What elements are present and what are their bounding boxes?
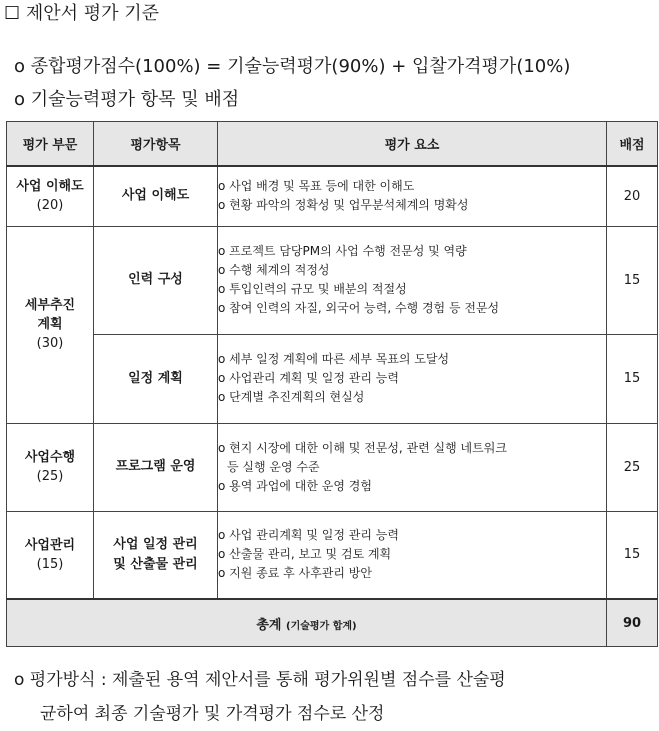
item-score: 15 bbox=[607, 334, 658, 423]
criterion: o 산출물 관리, 보고 및 검토 계획 bbox=[218, 547, 392, 562]
criteria-cell bbox=[218, 226, 607, 334]
total-sublabel: (기술평가 합계) bbox=[286, 620, 357, 632]
category-score: (20) bbox=[36, 198, 64, 214]
criterion: o 현황 파악의 정확성 및 업무분석체계의 명확성 bbox=[218, 198, 469, 213]
criterion: o 현지 시장에 대한 이해 및 전문성, 관련 실행 네트워크 bbox=[218, 440, 507, 455]
header-score: 배점 bbox=[607, 122, 658, 167]
section-subheading: o 기술능력평가 항목 및 배점 bbox=[14, 89, 240, 110]
page-title: ☐ 제안서 평가 기준 bbox=[4, 3, 160, 24]
category-cell bbox=[7, 166, 94, 226]
criterion: o 투입인력의 규모 및 배분의 적절성 bbox=[218, 282, 407, 296]
category-score: (25) bbox=[36, 469, 64, 484]
header-category: 평가 부문 bbox=[7, 122, 94, 167]
total-label: 총계 bbox=[256, 617, 282, 633]
category-name: 세부추진 bbox=[24, 298, 76, 313]
item-name: 인력 구성 bbox=[94, 226, 218, 334]
category-name: 사업수행 bbox=[24, 450, 76, 465]
criteria-cell bbox=[218, 166, 607, 226]
header-criteria: 평가 요소 bbox=[218, 122, 607, 167]
table-row bbox=[7, 511, 658, 599]
item-name: 일정 계획 bbox=[94, 334, 218, 423]
item-score: 15 bbox=[607, 511, 658, 599]
category-cell bbox=[7, 511, 94, 599]
score-formula: o 종합평가점수(100%) = 기술능력평가(90%) + 입찰가격평가(10%) bbox=[14, 56, 571, 77]
category-cell bbox=[7, 423, 94, 511]
table-row bbox=[7, 334, 658, 423]
criteria-cell bbox=[218, 334, 607, 423]
criterion: o 수행 체계의 적정성 bbox=[218, 263, 330, 277]
criterion: o 세부 일정 계획에 따른 세부 목표의 도달성 bbox=[218, 352, 450, 366]
category-cell bbox=[7, 226, 94, 423]
note-line-2: 균하여 최종 기술평가 및 가격평가 점수로 산정 bbox=[40, 704, 385, 724]
criteria-cell bbox=[218, 423, 607, 511]
table-header-row bbox=[7, 122, 658, 167]
category-score: (30) bbox=[36, 336, 64, 351]
category-name: 계획 bbox=[37, 317, 63, 332]
criteria-cell bbox=[218, 511, 607, 599]
category-name: 사업 이해도 bbox=[16, 179, 84, 195]
total-label-cell bbox=[7, 599, 607, 647]
item-name: 및 산출물 관리 bbox=[113, 556, 198, 572]
criterion: o 단계별 추진계획의 현실성 bbox=[218, 390, 365, 404]
criterion: o 지원 종료 후 사후관리 방안 bbox=[218, 566, 372, 581]
category-score: (15) bbox=[36, 556, 64, 572]
table-row bbox=[7, 226, 658, 334]
criterion: o 참여 인력의 자질, 외국어 능력, 수행 경험 등 전문성 bbox=[218, 301, 500, 315]
item-score: 15 bbox=[607, 226, 658, 334]
item-name: 사업 이해도 bbox=[94, 166, 218, 226]
criterion: o 사업 배경 및 목표 등에 대한 이해도 bbox=[218, 179, 415, 194]
criterion: o 사업관리 계획 및 일정 관리 능력 bbox=[218, 371, 399, 385]
total-score: 90 bbox=[607, 599, 658, 647]
item-name: 프로그램 운영 bbox=[94, 423, 218, 511]
category-name: 사업관리 bbox=[24, 537, 76, 553]
item-name-cell bbox=[94, 511, 218, 599]
table-row bbox=[7, 423, 658, 511]
item-name: 사업 일정 관리 bbox=[113, 536, 198, 552]
table-row bbox=[7, 166, 658, 226]
header-item: 평가항목 bbox=[94, 122, 218, 167]
criterion: o 용역 과업에 대한 운영 경험 bbox=[218, 478, 372, 493]
item-score: 25 bbox=[607, 423, 658, 511]
evaluation-table bbox=[6, 121, 658, 647]
total-row bbox=[7, 599, 658, 647]
note-line-1: o 평가방식 : 제출된 용역 제안서를 통해 평가위원별 점수를 산술평 bbox=[14, 670, 506, 690]
criterion: o 프로젝트 담당PM의 사업 수행 전문성 및 역량 bbox=[218, 244, 467, 258]
item-score: 20 bbox=[607, 166, 658, 226]
criterion: 등 실행 운영 수준 bbox=[227, 459, 320, 474]
criterion: o 사업 관리계획 및 일정 관리 능력 bbox=[218, 528, 399, 543]
